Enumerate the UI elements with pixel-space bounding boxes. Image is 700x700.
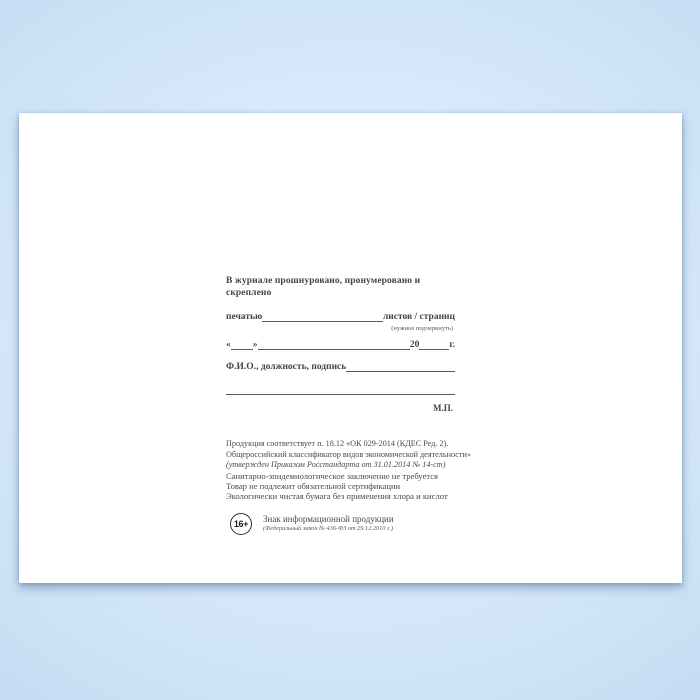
age-16-plus-icon: 16+ [230,513,252,535]
year-prefix: 20 [409,340,420,350]
blank-field-day [231,349,253,350]
certification-statement: Товар не подлежит обязательной сертификации [226,480,401,491]
journal-back-page [19,113,682,583]
eco-paper-statement: Экологически чистая бумага без применения хлора и кислот [226,490,448,501]
seal-prefix-label: печатью [226,312,263,322]
compliance-line-1: Продукция соответствует п. 18.12 «ОК 029-2014 (КДЕС Ред. 2). [226,439,449,448]
age-mark-law-reference: (Федеральный закон № 436-ФЗ от 29.12.2010 г.) [263,525,394,532]
date-line [226,340,455,351]
sheets-pages-label: листов / страниц [382,312,455,322]
blank-field-count [262,321,383,322]
seal-place-abbr: М.П. [433,403,453,413]
blank-field-month [258,349,410,350]
blank-field-signature [346,371,455,372]
sanitary-statement: Санитарно-эпидемиологическое заключение не требуется [226,470,439,481]
binding-statement: В журнале прошнуровано, пронумеровано и скреплено [226,276,421,298]
compliance-line-3: (утвержден Приказом Росстандарта от 31.01.2014 № 14-ст) [226,460,446,469]
seal-sheets-line [226,312,455,323]
blank-field-year [419,349,449,350]
fio-line [226,362,455,373]
age-mark-text [263,514,394,533]
open-quote: « [226,340,231,350]
fio-label: Ф.И.О., должность, подпись [226,362,347,372]
close-quote: » [252,340,258,350]
age-mark-row [226,513,455,535]
underline-instruction-note: (нужное подчеркнуть) [391,325,453,332]
blank-field-full-line [226,394,455,395]
age-mark-label: Знак информационной продукции [263,514,394,524]
certification-block [226,275,471,535]
compliance-line-2: Общероссийский классификатор видов экономической деятельности» [226,449,471,459]
compliance-paragraph [226,439,471,471]
year-suffix: г. [449,340,455,350]
